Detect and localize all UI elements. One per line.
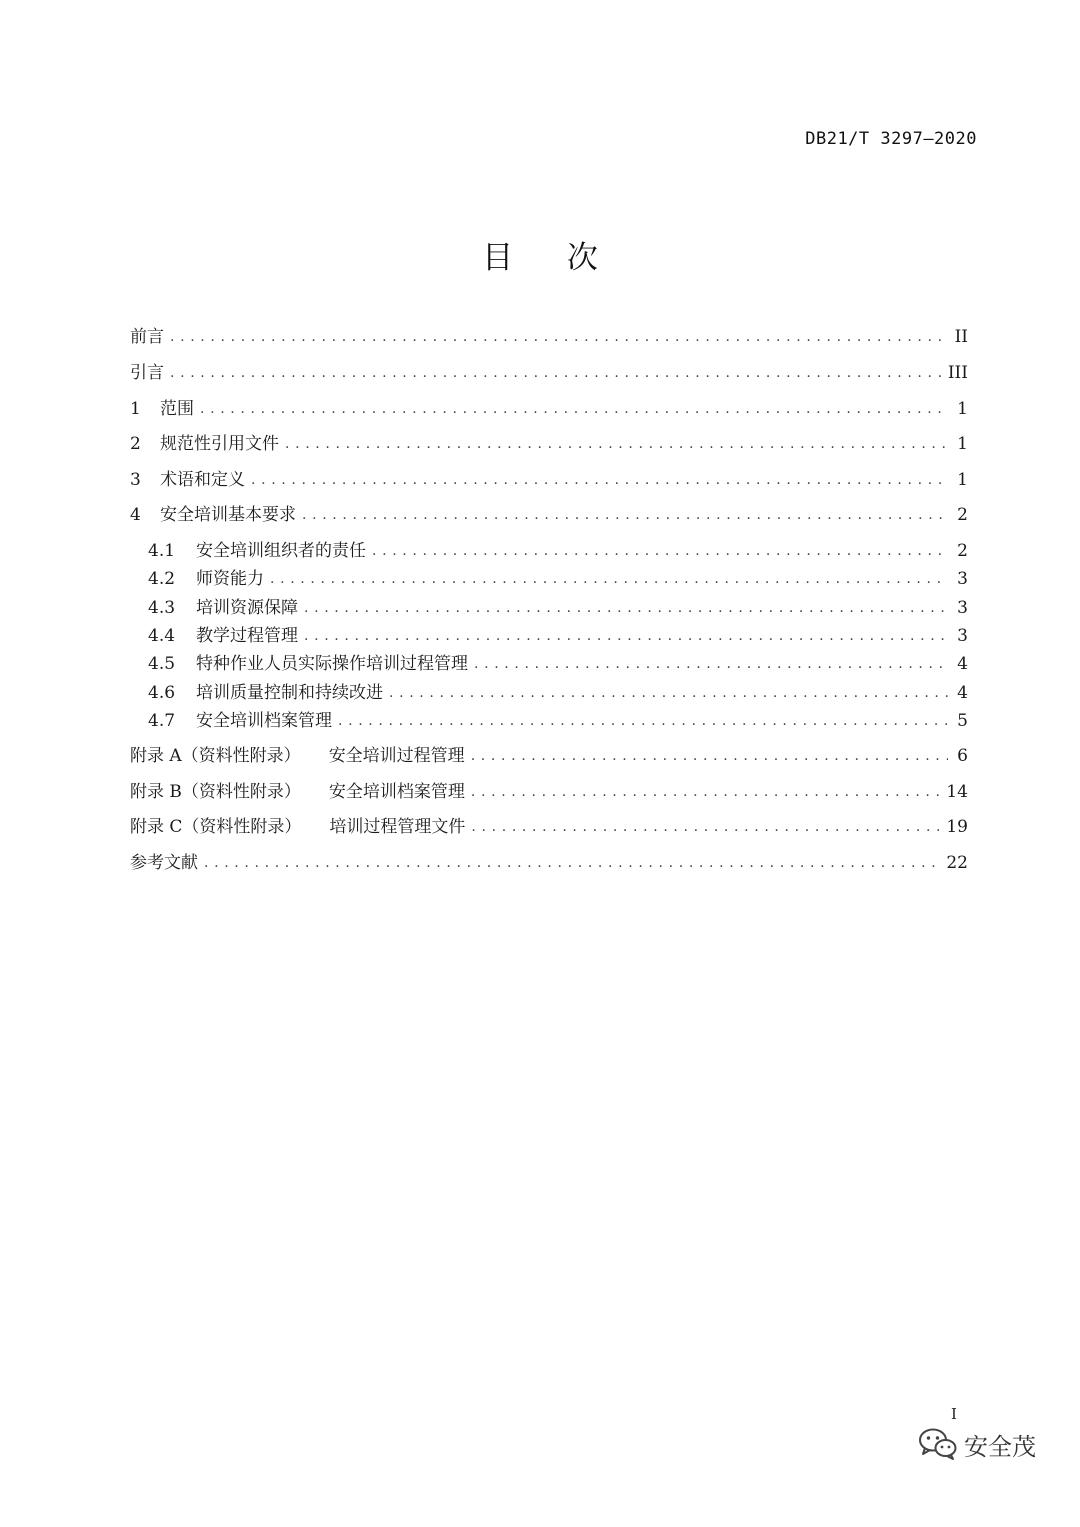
toc-number: 4.7 <box>148 711 176 731</box>
toc-appendix-title: 安全培训档案管理 <box>328 782 465 802</box>
toc-entry-4-3[interactable] <box>148 593 968 623</box>
toc-label: 规范性引用文件 <box>160 434 279 454</box>
toc-leader <box>471 777 940 807</box>
toc-page: 4 <box>957 654 968 674</box>
toc-label: 附录 C（资料性附录） <box>130 817 302 837</box>
toc-leader <box>204 848 940 878</box>
toc-page: 1 <box>957 399 968 419</box>
wechat-icon <box>918 1427 958 1461</box>
toc-number: 4 <box>130 505 141 525</box>
toc-page: 22 <box>946 853 968 873</box>
toc-entry-4-4[interactable] <box>148 621 968 651</box>
page-number: I <box>951 1405 957 1423</box>
toc-label: 附录 B（资料性附录） <box>130 782 301 802</box>
toc-leader <box>474 649 948 679</box>
toc-page: 5 <box>957 711 968 731</box>
toc-page: 2 <box>957 541 968 561</box>
toc-page: 2 <box>957 505 968 525</box>
toc-entry-4-6[interactable] <box>148 678 968 708</box>
toc-entry-introduction[interactable] <box>130 358 968 388</box>
toc-number: 3 <box>130 470 141 490</box>
toc-leader <box>338 706 948 736</box>
toc-label: 安全培训档案管理 <box>196 711 332 731</box>
toc-label: 范围 <box>160 399 194 419</box>
toc-leader <box>471 812 940 842</box>
toc-appendix-title: 培训过程管理文件 <box>329 817 466 837</box>
watermark <box>918 1424 1036 1464</box>
toc-label: 安全培训基本要求 <box>160 505 296 525</box>
toc-number: 2 <box>130 434 141 454</box>
toc-entry-foreword[interactable] <box>130 322 968 352</box>
toc-appendix-title: 安全培训过程管理 <box>328 746 465 766</box>
page-title: 目 次 <box>482 240 620 276</box>
watermark-text: 安全茂 <box>964 1432 1036 1461</box>
toc-leader <box>389 678 948 708</box>
toc-leader <box>170 322 948 352</box>
toc-label: 前言 <box>130 327 164 347</box>
toc-page: 3 <box>957 569 968 589</box>
toc-entry-4-7[interactable] <box>148 706 968 736</box>
toc-entry-1[interactable] <box>130 394 968 424</box>
toc-page: II <box>954 327 968 347</box>
toc-page: III <box>947 363 968 383</box>
toc-label: 引言 <box>130 363 164 383</box>
toc-entry-references[interactable] <box>130 848 968 878</box>
toc-page: 6 <box>957 746 968 766</box>
toc-number: 4.1 <box>148 541 176 561</box>
document-code: DB21/T 3297—2020 <box>805 129 977 149</box>
toc-leader <box>302 500 948 530</box>
toc-leader <box>304 593 948 623</box>
toc-entry-3[interactable] <box>130 465 968 495</box>
toc-leader <box>270 564 948 594</box>
toc-number: 4.5 <box>148 654 176 674</box>
toc-leader <box>200 394 948 424</box>
toc-number: 4.3 <box>148 598 176 618</box>
toc-entry-appendix-b[interactable] <box>130 777 968 807</box>
toc-page: 4 <box>957 683 968 703</box>
toc-entry-appendix-a[interactable] <box>130 741 968 771</box>
toc-leader <box>170 358 942 388</box>
toc-entry-4-1[interactable] <box>148 536 968 566</box>
toc-entry-2[interactable] <box>130 429 968 459</box>
toc-label: 安全培训组织者的责任 <box>196 541 366 561</box>
toc-label: 参考文献 <box>130 853 198 873</box>
toc-leader <box>304 621 948 651</box>
toc-label: 术语和定义 <box>160 470 245 490</box>
toc-entry-4-2[interactable] <box>148 564 968 594</box>
toc-leader <box>285 429 948 459</box>
toc-label: 教学过程管理 <box>196 626 298 646</box>
toc-entry-4-5[interactable] <box>148 649 968 679</box>
toc-number: 1 <box>130 399 141 419</box>
toc-page: 14 <box>946 782 968 802</box>
toc-number: 4.6 <box>148 683 176 703</box>
toc-number: 4.2 <box>148 569 176 589</box>
toc-label: 特种作业人员实际操作培训过程管理 <box>196 654 468 674</box>
toc-label: 师资能力 <box>196 569 264 589</box>
toc-page: 1 <box>957 470 968 490</box>
toc-page: 1 <box>957 434 968 454</box>
toc-leader <box>471 741 948 771</box>
toc-number: 4.4 <box>148 626 176 646</box>
toc-label: 附录 A（资料性附录） <box>130 746 301 766</box>
toc-leader <box>251 465 948 495</box>
toc-page: 3 <box>957 626 968 646</box>
toc-page: 3 <box>957 598 968 618</box>
toc-label: 培训资源保障 <box>196 598 298 618</box>
toc-leader <box>372 536 948 566</box>
toc-entry-4[interactable] <box>130 500 968 530</box>
toc-label: 培训质量控制和持续改进 <box>196 683 383 703</box>
toc-page: 19 <box>946 817 968 837</box>
toc-entry-appendix-c[interactable] <box>130 812 968 842</box>
